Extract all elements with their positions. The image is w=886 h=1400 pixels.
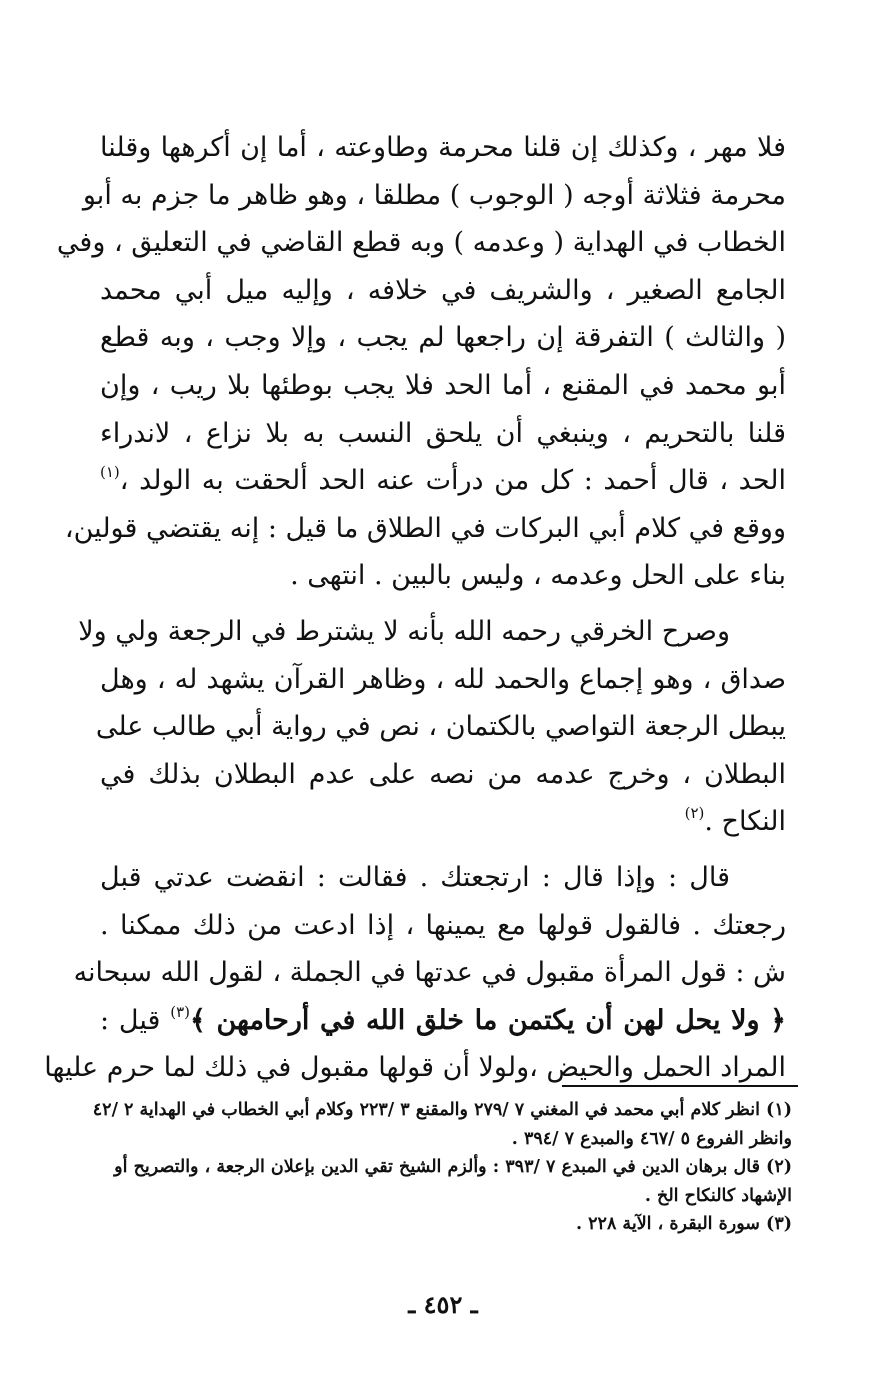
paragraph-3 bbox=[44, 854, 786, 1092]
text-fragment: قيل : bbox=[100, 1004, 161, 1036]
text-line: صداق ، وهو إجماع والحمد لله ، وظاهر القرآن يشهد له ، وهل bbox=[100, 663, 786, 695]
text-line: قال : وإذا قال : ارتجعتك . فقالت : انقضت عدتي قبل bbox=[100, 861, 730, 893]
footnote-3 bbox=[106, 1210, 792, 1239]
footnote-line: وانظر الفروع ٥ /٤٦٧ والمبدع ٧ /٣٩٤ . bbox=[511, 1128, 792, 1149]
text-line: يبطل الرجعة التواصي بالكتمان ، نص في رواية أبي طالب على bbox=[95, 711, 786, 743]
footnote-ref-1: (١) bbox=[100, 463, 120, 482]
text-fragment: النكاح . bbox=[704, 806, 786, 838]
quran-line bbox=[100, 997, 786, 1045]
text-line: ( والثالث ) التفرقة إن راجعها لم يجب ، وإلا وجب ، وبه قطع bbox=[100, 322, 786, 354]
quran-verse: ﴿ ولا يحل لهن أن يكتمن ما خلق الله في أرحامهن ﴾ bbox=[190, 1004, 786, 1036]
text-line: ووقع في كلام أبي البركات في الطلاق ما قيل : إنه يقتضي قولين، bbox=[64, 512, 786, 544]
text-line: المراد الحمل والحيض ،ولولا أن قولها مقبول في ذلك لما حرم عليها bbox=[44, 1052, 786, 1084]
footnote-ref-2: (٢) bbox=[684, 804, 705, 823]
footnote-ref-3: (٣) bbox=[170, 1002, 191, 1021]
footnote-line: (٣) سورة البقرة ، الآية ٢٢٨ . bbox=[575, 1214, 792, 1234]
text-line: الخطاب في الهداية ( وعدمه ) وبه قطع القاضي في التعليق ، وفي bbox=[56, 227, 786, 259]
paragraph-1 bbox=[56, 124, 786, 600]
text-line: رجعتك . فالقول قولها مع يمينها ، إذا ادعت من ذلك ممكنا . bbox=[100, 909, 786, 941]
footnote-line: الإشهاد كالنكاح الخ . bbox=[644, 1185, 792, 1206]
text-line: فلا مهر ، وكذلك إن قلنا محرمة وطاوعته ، أما إن أكرهها وقلنا bbox=[100, 132, 786, 163]
paragraph-2 bbox=[78, 608, 786, 846]
text-line: الجامع الصغير ، والشريف في خلافه ، وإليه ميل أبي محمد bbox=[100, 274, 786, 306]
text-line: البطلان ، وخرج عدمه من نصه على عدم البطلان بذلك في bbox=[100, 758, 786, 790]
text-line-with-ref bbox=[100, 457, 786, 505]
footnote-1 bbox=[92, 1096, 792, 1153]
text-line: وصرح الخرقي رحمه الله بأنه لا يشترط في الرجعة ولي ولا bbox=[78, 615, 730, 647]
page-number: ـ ٤٥٢ ـ bbox=[408, 1290, 478, 1319]
footnotes bbox=[92, 1096, 792, 1239]
text-line: أبو محمد في المقنع ، أما الحد فلا يجب بوطئها بلا ريب ، وإن bbox=[100, 369, 786, 401]
text-fragment: الحد ، قال أحمد : كل من درأت عنه الحد ألحقت به الولد ، bbox=[119, 465, 786, 497]
text-line-with-ref bbox=[100, 798, 786, 846]
text-line: محرمة فثلاثة أوجه ( الوجوب ) مطلقا ، وهو ظاهر ما جزم به أبو bbox=[82, 179, 786, 211]
footnote-line: (١) انظر كلام أبي محمد في المغني ٧ /٢٧٩ والمقنع ٣ /٢٢٣ وكلام أبي الخطاب في الهداية ٢ /٤٢ bbox=[92, 1100, 792, 1120]
main-text bbox=[44, 124, 786, 1100]
text-line: قلنا بالتحريم ، وينبغي أن يلحق النسب به بلا نزاع ، لاندراء bbox=[100, 417, 786, 449]
text-line: بناء على الحل وعدمه ، وليس بالبين . انتهى . bbox=[290, 560, 786, 592]
text-line: ش : قول المرأة مقبول في عدتها في الجملة ، لقول الله سبحانه bbox=[73, 957, 786, 989]
footnote-separator bbox=[562, 1085, 798, 1087]
footnote-2 bbox=[106, 1153, 792, 1210]
footnote-line: (٢) قال برهان الدين في المبدع ٧ /٣٩٣ : وألزم الشيخ تقي الدين بإعلان الرجعة ، والتصريح أو bbox=[114, 1157, 792, 1177]
